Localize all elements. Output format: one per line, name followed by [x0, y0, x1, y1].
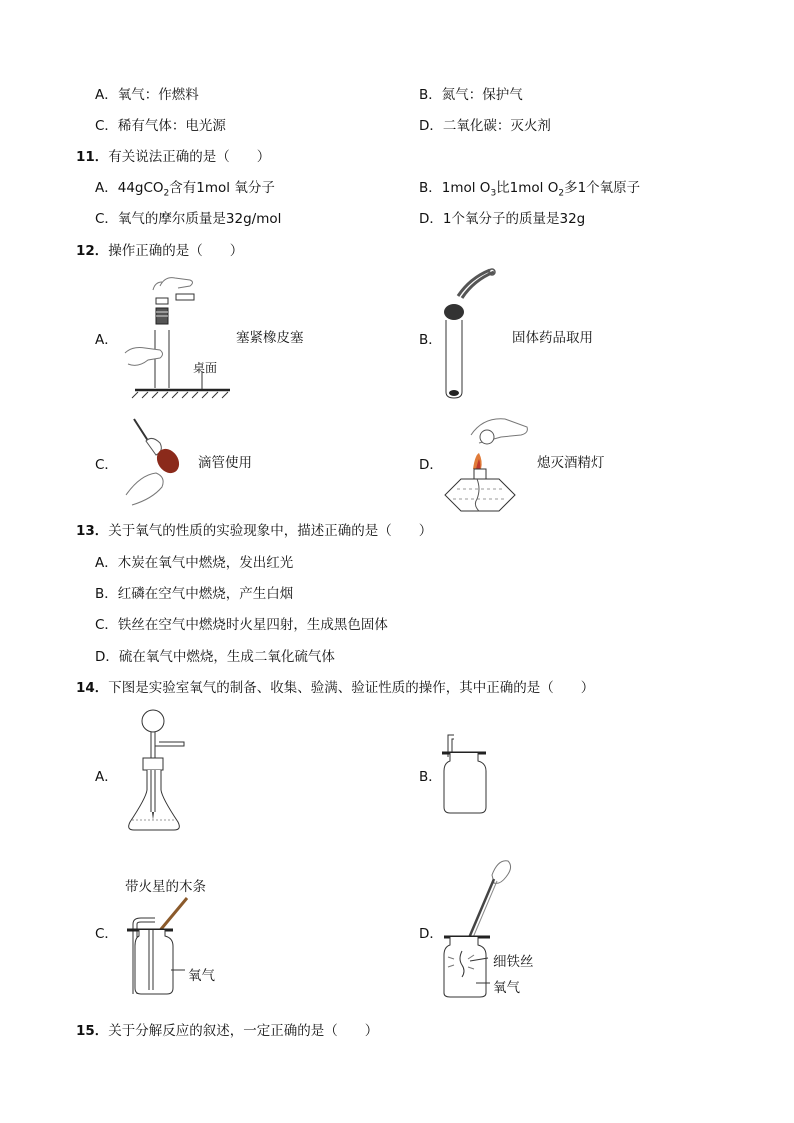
q13-option-c: C．铁丝在空气中燃烧时火星四射，生成黑色固体 [95, 617, 388, 633]
q12-c-letter: C． [95, 457, 118, 473]
q12-a-letter: A． [95, 332, 118, 348]
dropper-figure [122, 415, 184, 507]
collection-bottle-figure [440, 733, 490, 815]
q14-stem: 下图是实验室氧气的制备、收集、验满、验证性质的操作，其中正确的是（ ） [108, 680, 595, 696]
q11-option-c: C．氧气的摩尔质量是32g/mol [95, 211, 282, 227]
q14-number: 14． [76, 680, 109, 696]
q13-number: 13． [76, 523, 109, 539]
q14-question [76, 676, 594, 696]
c-oxygen-label: 氧气 [188, 968, 215, 984]
q11-b-text: B．1mol O [419, 180, 491, 196]
q14-c-letter: C． [95, 926, 118, 942]
q13-stem: 关于氧气的性质的实验现象中，描述正确的是（ ） [108, 523, 433, 539]
iron-wire-label: 细铁丝 [493, 954, 534, 970]
q11-option-d: D．1个氧分子的质量是32g [419, 211, 586, 227]
q13-question [76, 519, 432, 539]
q10-option-d: D．二氧化碳：灭火剂 [419, 118, 551, 134]
q11-a-text: A．44gCO [95, 180, 164, 196]
table-label: 桌面 [193, 361, 218, 375]
q15-question [76, 1019, 378, 1039]
q13-option-d: D．硫在氧气中燃烧，生成二氧化硫气体 [95, 649, 335, 665]
q12-d-caption: 熄灭酒精灯 [537, 455, 605, 471]
q12-stem: 操作正确的是（ ） [108, 243, 244, 259]
stopper-tube-figure [120, 268, 235, 398]
q11-a-text2: 含有1mol 氧分子 [169, 180, 275, 196]
glowing-stick-label: 带火星的木条 [125, 879, 206, 895]
q10-option-c: C．稀有气体：电光源 [95, 118, 226, 134]
q14-a-letter: A． [95, 769, 118, 785]
q12-number: 12． [76, 243, 109, 259]
q10-option-a: A．氧气：作燃料 [95, 87, 199, 103]
q11-question [76, 145, 270, 165]
q13-option-a: A．木炭在氧气中燃烧，发出红光 [95, 555, 294, 571]
q11-b-text2: 比1mol O [496, 180, 559, 196]
q12-c-caption: 滴管使用 [198, 455, 252, 471]
q12-d-letter: D． [419, 457, 443, 473]
q11-a-sub: 2 [163, 188, 170, 199]
q14-b-letter: B． [419, 769, 442, 785]
q15-stem: 关于分解反应的叙述，一定正确的是（ ） [108, 1023, 379, 1039]
q11-number: 11． [76, 149, 109, 165]
q11-b-text3: 多1个氧原子 [564, 180, 641, 196]
q14-d-letter: D． [419, 926, 443, 942]
flask-funnel-figure [126, 708, 188, 836]
q15-number: 15． [76, 1023, 109, 1039]
q11-b-sub2: 2 [558, 188, 565, 199]
q12-b-letter: B． [419, 332, 442, 348]
q12-question [76, 239, 243, 259]
q12-a-caption: 塞紧橡皮塞 [236, 330, 304, 346]
q13-option-b: B．红磷在空气中燃烧，产生白烟 [95, 586, 294, 602]
q12-b-caption: 固体药品取用 [512, 330, 593, 346]
q11-option-b [419, 176, 640, 199]
alcohol-lamp-figure [443, 413, 531, 513]
test-tube-tweezers-figure [440, 268, 500, 400]
q10-option-b: B．氮气：保护气 [419, 87, 523, 103]
q11-b-sub1: 3 [490, 188, 497, 199]
q11-option-a [95, 176, 275, 199]
q11-stem: 有关说法正确的是（ ） [108, 149, 271, 165]
d-oxygen-label: 氧气 [493, 980, 520, 996]
